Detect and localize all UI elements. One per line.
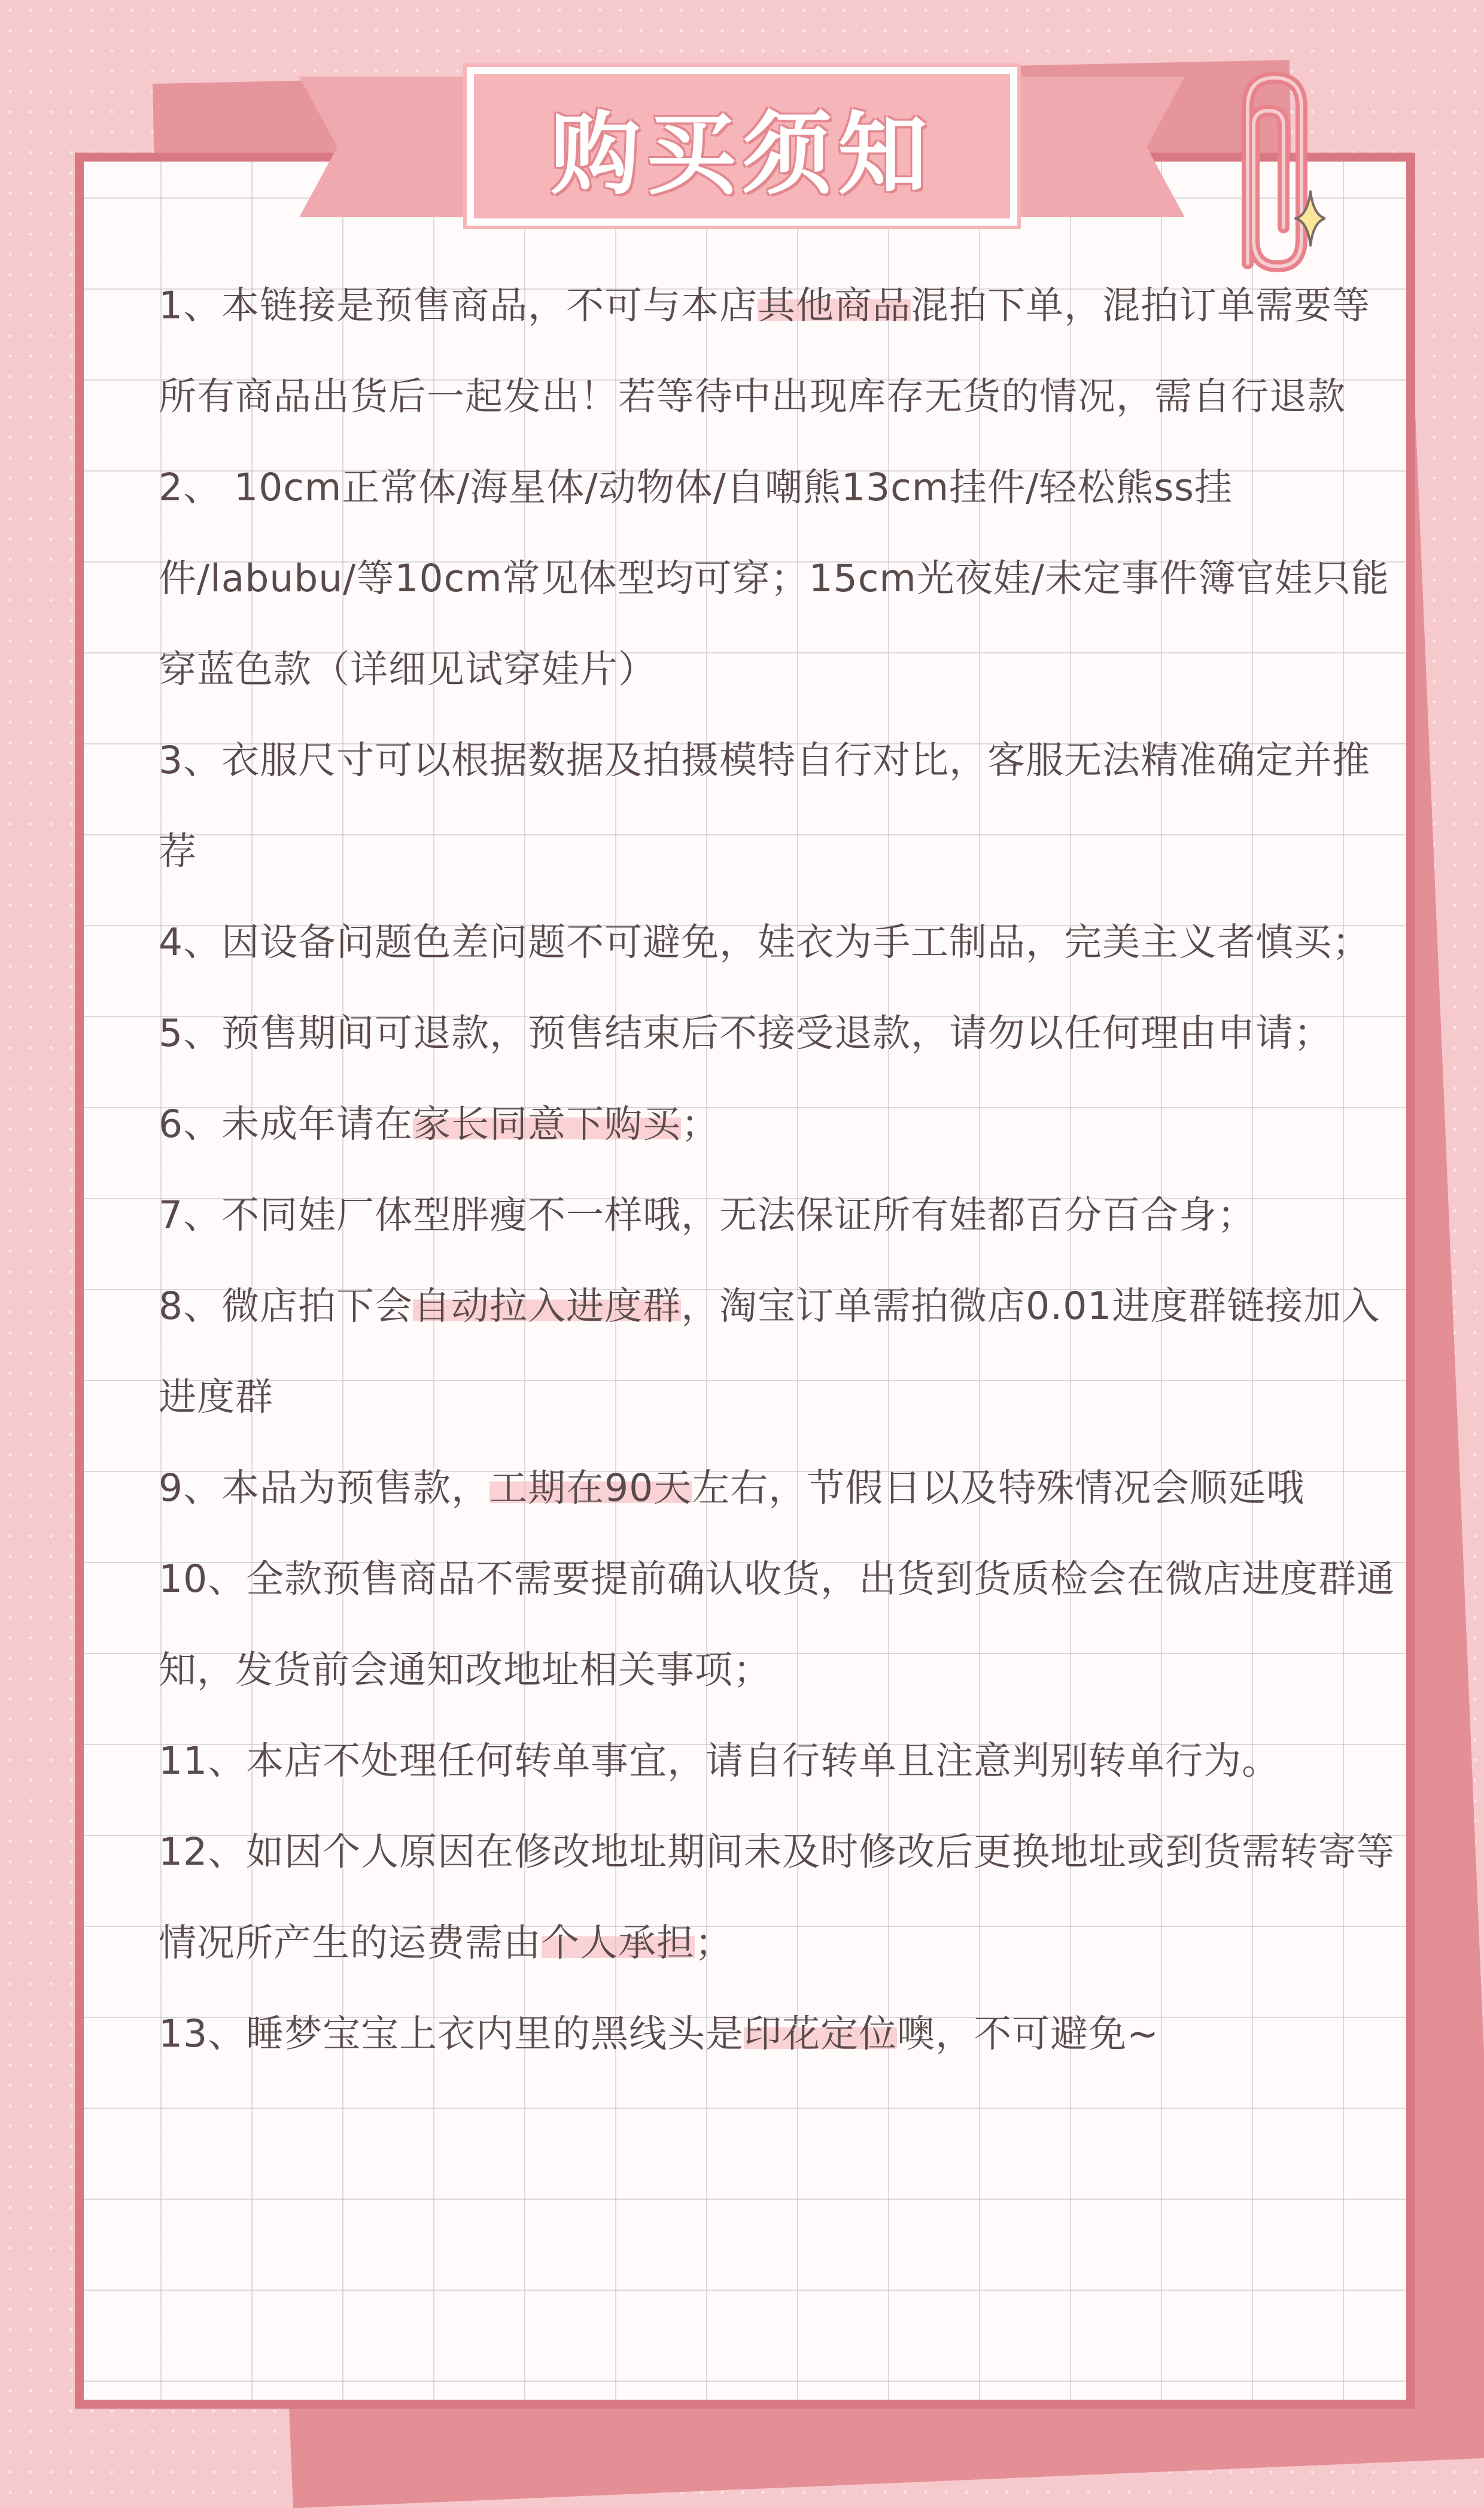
note-item: 3、衣服尺寸可以根据数据及拍摄模特自行对比，客服无法精准确定并推荐: [159, 738, 1371, 873]
notes-list: [159, 260, 1397, 2080]
note-item: 6、未成年请在家长同意下购买；: [159, 1102, 720, 1146]
note-item: 12、如因个人原因在修改地址期间未及时修改后更换地址或到货需转寄等情况所产生的运费需由个人承担；: [159, 1830, 1395, 1965]
note-item: 1、本链接是预售商品，不可与本店其他商品混拍下单，混拍订单需要等所有商品出货后一起发出！若等待中出现库存无货的情况，需自行退款: [159, 284, 1371, 418]
title-banner: [467, 67, 1017, 226]
note-item: 7、不同娃厂体型胖瘦不一样哦，无法保证所有娃都百分百合身；: [159, 1193, 1256, 1237]
note-item: 2、 10cm正常体/海星体/动物体/自嘲熊13cm挂件/轻松熊ss挂件/labubu/等10cm常见体型均可穿；15cm光夜娃/未定事件簿官娃只能穿蓝色款（详细见试穿娃片）: [159, 466, 1389, 691]
paperclip-icon: [1206, 60, 1325, 287]
page-title: 购买须知: [550, 102, 933, 207]
note-item: 13、睡梦宝宝上衣内里的黑线头是印花定位噢，不可避免~: [159, 2012, 1159, 2056]
note-item: 11、本店不处理任何转单事宜，请自行转单且注意判别转单行为。: [159, 1739, 1281, 1783]
note-item: 5、预售期间可退款，预售结束后不接受退款，请勿以任何理由申请；: [159, 1011, 1333, 1055]
note-item: 9、本品为预售款，工期在90天左右，节假日以及特殊情况会顺延哦: [159, 1466, 1305, 1510]
note-item: 4、因设备问题色差问题不可避免，娃衣为手工制品，完美主义者慎买；: [159, 920, 1371, 964]
note-item: 8、微店拍下会自动拉入进度群，淘宝订单需拍微店0.01进度群链接加入进度群: [159, 1284, 1380, 1419]
note-item: 10、全款预售商品不需要提前确认收货，出货到货质检会在微店进度群通知，发货前会通知改地址相关事项；: [159, 1557, 1395, 1692]
